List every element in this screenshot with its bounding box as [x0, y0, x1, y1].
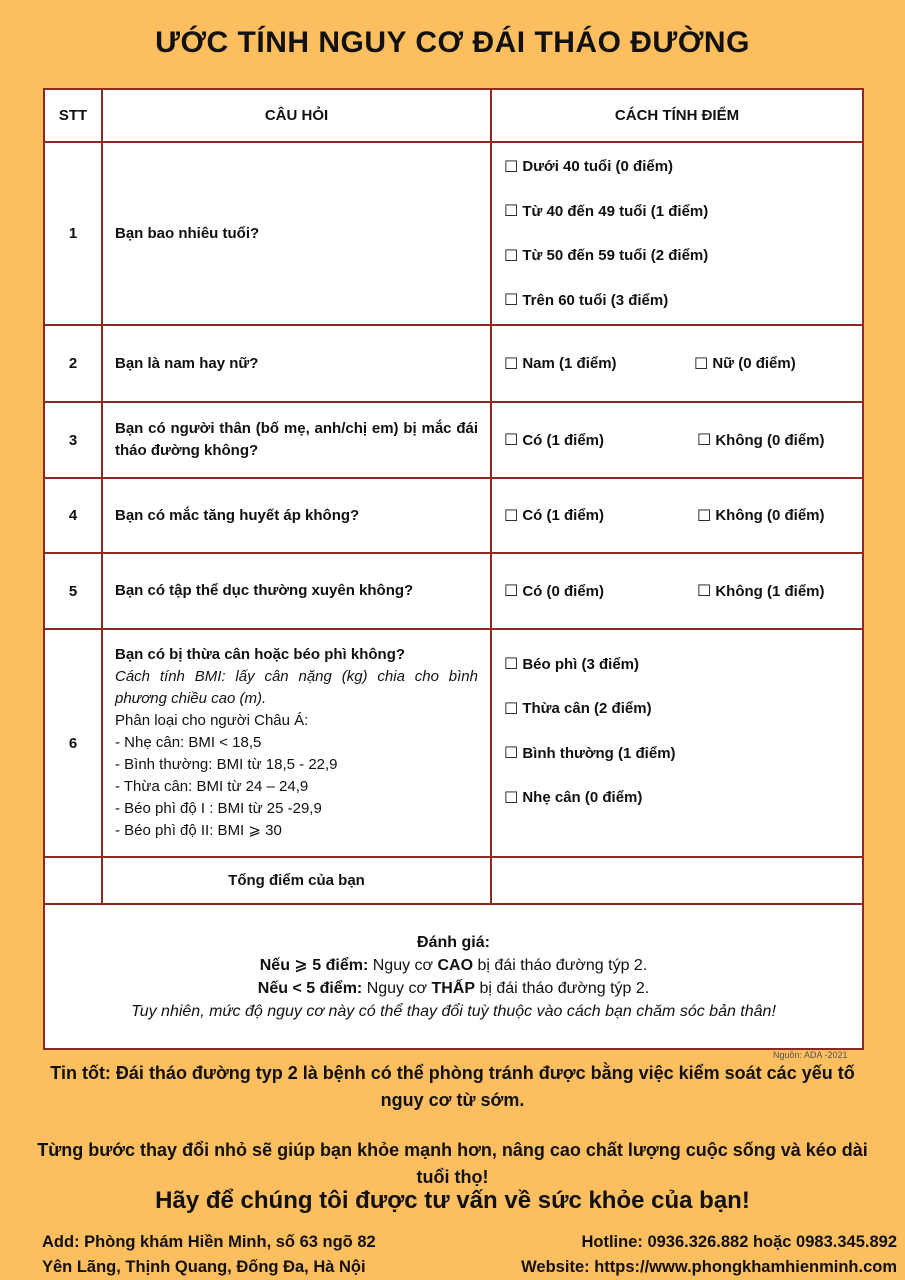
option-label: Bình thường (1 điểm) — [522, 744, 676, 762]
option-label: Không (0 điểm) — [715, 507, 825, 524]
question-text: Bạn có tập thể dục thường xuyên không? — [102, 553, 491, 629]
row-number: 3 — [44, 402, 102, 478]
checkbox-icon[interactable]: ☐ — [504, 432, 519, 449]
option-label: Không (0 điểm) — [715, 431, 825, 449]
question-text: Bạn có bị thừa cân hoặc béo phì không? — [115, 646, 406, 663]
option-label: Nhẹ cân (0 điểm) — [522, 789, 643, 807]
options-cell — [491, 325, 863, 402]
option[interactable] — [504, 234, 850, 279]
option-row — [492, 354, 862, 374]
option-label: Có (1 điểm) — [522, 431, 605, 449]
question-text: Bạn bao nhiêu tuổi? — [102, 142, 491, 325]
risk-table — [43, 88, 864, 1050]
table-row — [44, 402, 863, 478]
total-row — [44, 857, 863, 904]
option[interactable] — [504, 430, 697, 450]
option-label: Dưới 40 tuổi (0 điểm) — [522, 158, 674, 176]
good-news-text: Tin tốt: Đái tháo đường typ 2 là bệnh có thể phòng tránh được bằng việc kiểm soát các yếu tố nguy cơ từ sớm. — [50, 1063, 855, 1110]
option-row — [492, 506, 862, 526]
high-post: bị đái tháo đường týp 2. — [477, 956, 648, 974]
options-cell — [491, 478, 863, 553]
website-link[interactable]: Website: https://www.phongkhamhienminh.com — [521, 1258, 897, 1276]
option-label: Thừa cân (2 điểm) — [522, 700, 652, 718]
steps-text: Từng bước thay đổi nhỏ sẽ giúp bạn khỏe mạnh hơn, nâng cao chất lượng cuộc sống và kéo dài tuổi thọ! — [37, 1140, 868, 1187]
options-cell — [491, 629, 863, 857]
option[interactable] — [694, 354, 796, 374]
call-to-action: Hãy để chúng tôi được tư vấn về sức khỏe của bạn! — [155, 1187, 750, 1214]
header-scoring: CÁCH TÍNH ĐIỂM — [491, 89, 863, 142]
checkbox-icon[interactable]: ☐ — [504, 700, 519, 718]
table-row — [44, 478, 863, 553]
option-label: Nữ (0 điểm) — [712, 355, 796, 372]
table-row — [44, 325, 863, 402]
checkbox-icon[interactable]: ☐ — [697, 432, 712, 449]
address-line: Add: Phòng khám Hiền Minh, số 63 ngõ 82 — [42, 1233, 376, 1251]
total-label: Tổng điểm của bạn — [102, 857, 491, 904]
option[interactable] — [504, 731, 850, 776]
option[interactable] — [504, 581, 697, 601]
classification-item: - Bình thường: BMI từ 18,5 - 22,9 — [115, 756, 338, 773]
high-pre: Nguy cơ — [372, 956, 434, 974]
total-stt-cell — [44, 857, 102, 904]
table-row — [44, 142, 863, 325]
option[interactable] — [504, 506, 697, 526]
low-pre: Nguy cơ — [366, 979, 427, 997]
question-cell — [102, 629, 491, 857]
classification-item: - Béo phì độ I : BMI từ 25 -29,9 — [115, 800, 322, 817]
option[interactable] — [504, 687, 850, 732]
option-row — [492, 430, 862, 450]
options-cell — [491, 402, 863, 478]
table-row — [44, 629, 863, 857]
checkbox-icon[interactable]: ☐ — [504, 355, 519, 373]
address-block — [42, 1230, 376, 1280]
source-note: Nguồn: ADA -2021 — [773, 1050, 848, 1060]
option[interactable] — [504, 189, 850, 234]
question-text: Bạn là nam hay nữ? — [102, 325, 491, 402]
hotline[interactable]: Hotline: 0936.326.882 hoặc 0983.345.892 — [581, 1233, 897, 1251]
row-number: 4 — [44, 478, 102, 553]
checkbox-icon[interactable]: ☐ — [504, 507, 519, 525]
classification-item: - Béo phì độ II: BMI ⩾ 30 — [115, 822, 282, 839]
row-number: 2 — [44, 325, 102, 402]
evaluation-cell — [44, 904, 863, 1049]
row-number: 5 — [44, 553, 102, 629]
option-row — [492, 581, 862, 601]
checkbox-icon[interactable]: ☐ — [504, 158, 519, 176]
option[interactable] — [504, 278, 850, 323]
low-word: THẤP — [431, 979, 476, 997]
contact-block — [521, 1230, 897, 1280]
header-stt: STT — [44, 89, 102, 142]
evaluation-low — [45, 977, 862, 1000]
address-line: Yên Lãng, Thịnh Quang, Đống Đa, Hà Nội — [42, 1258, 366, 1276]
bmi-note: Cách tính BMI: lấy cân nặng (kg) chia cho bình phương chiều cao (m). — [115, 668, 478, 707]
option[interactable] — [697, 506, 825, 526]
table-header-row — [44, 89, 863, 142]
option-label: Trên 60 tuổi (3 điểm) — [522, 291, 669, 309]
option-label: Có (1 điểm) — [522, 507, 605, 524]
checkbox-icon[interactable]: ☐ — [504, 247, 519, 265]
checkbox-icon[interactable]: ☐ — [697, 583, 712, 600]
option-label: Từ 40 đến 49 tuổi (1 điểm) — [522, 202, 709, 220]
option[interactable] — [697, 430, 825, 450]
option[interactable] — [504, 642, 850, 687]
page-title: ƯỚC TÍNH NGUY CƠ ĐÁI THÁO ĐƯỜNG — [155, 26, 750, 59]
options-cell — [491, 142, 863, 325]
evaluation-high — [45, 954, 862, 977]
option-label: Có (0 điểm) — [522, 582, 605, 600]
option[interactable] — [504, 145, 850, 190]
row-number: 1 — [44, 142, 102, 325]
question-text: Bạn có mắc tăng huyết áp không? — [102, 478, 491, 553]
checkbox-icon[interactable]: ☐ — [504, 745, 519, 763]
row-number: 6 — [44, 629, 102, 857]
option[interactable] — [504, 354, 694, 374]
checkbox-icon[interactable]: ☐ — [504, 583, 519, 600]
total-score-field[interactable] — [491, 857, 863, 904]
question-text: Bạn có người thân (bố mẹ, anh/chị em) bị mắc đái tháo đường không? — [102, 402, 491, 478]
checkbox-icon[interactable]: ☐ — [694, 355, 709, 373]
evaluation-heading: Đánh giá: — [417, 933, 490, 951]
option[interactable] — [697, 581, 825, 601]
checkbox-icon[interactable]: ☐ — [504, 656, 519, 674]
checkbox-icon[interactable]: ☐ — [504, 292, 519, 310]
evaluation-row — [44, 904, 863, 1049]
option[interactable] — [504, 776, 850, 821]
classification-item: - Thừa cân: BMI từ 24 – 24,9 — [115, 778, 309, 795]
checkbox-icon[interactable]: ☐ — [504, 203, 519, 221]
high-word: CAO — [437, 956, 474, 974]
option-label: Béo phì (3 điểm) — [522, 655, 640, 673]
option-label: Từ 50 đến 59 tuổi (2 điểm) — [522, 247, 709, 265]
option-label: Không (1 điểm) — [715, 582, 825, 600]
checkbox-icon[interactable]: ☐ — [504, 789, 519, 807]
evaluation-note: Tuy nhiên, mức độ nguy cơ này có thể thay đổi tuỳ thuộc vào cách bạn chăm sóc bản thân! — [131, 1002, 776, 1020]
classification-title: Phân loại cho người Châu Á: — [115, 712, 309, 729]
classification-item: - Nhẹ cân: BMI < 18,5 — [115, 734, 262, 751]
header-question: CÂU HỎI — [102, 89, 491, 142]
option-label: Nam (1 điểm) — [522, 355, 617, 372]
low-post: bị đái tháo đường týp 2. — [479, 979, 650, 997]
checkbox-icon[interactable]: ☐ — [697, 507, 712, 525]
low-condition: Nếu < 5 điểm: — [257, 979, 363, 997]
options-cell — [491, 553, 863, 629]
table-row — [44, 553, 863, 629]
high-condition: Nếu ⩾ 5 điểm: — [259, 956, 369, 974]
